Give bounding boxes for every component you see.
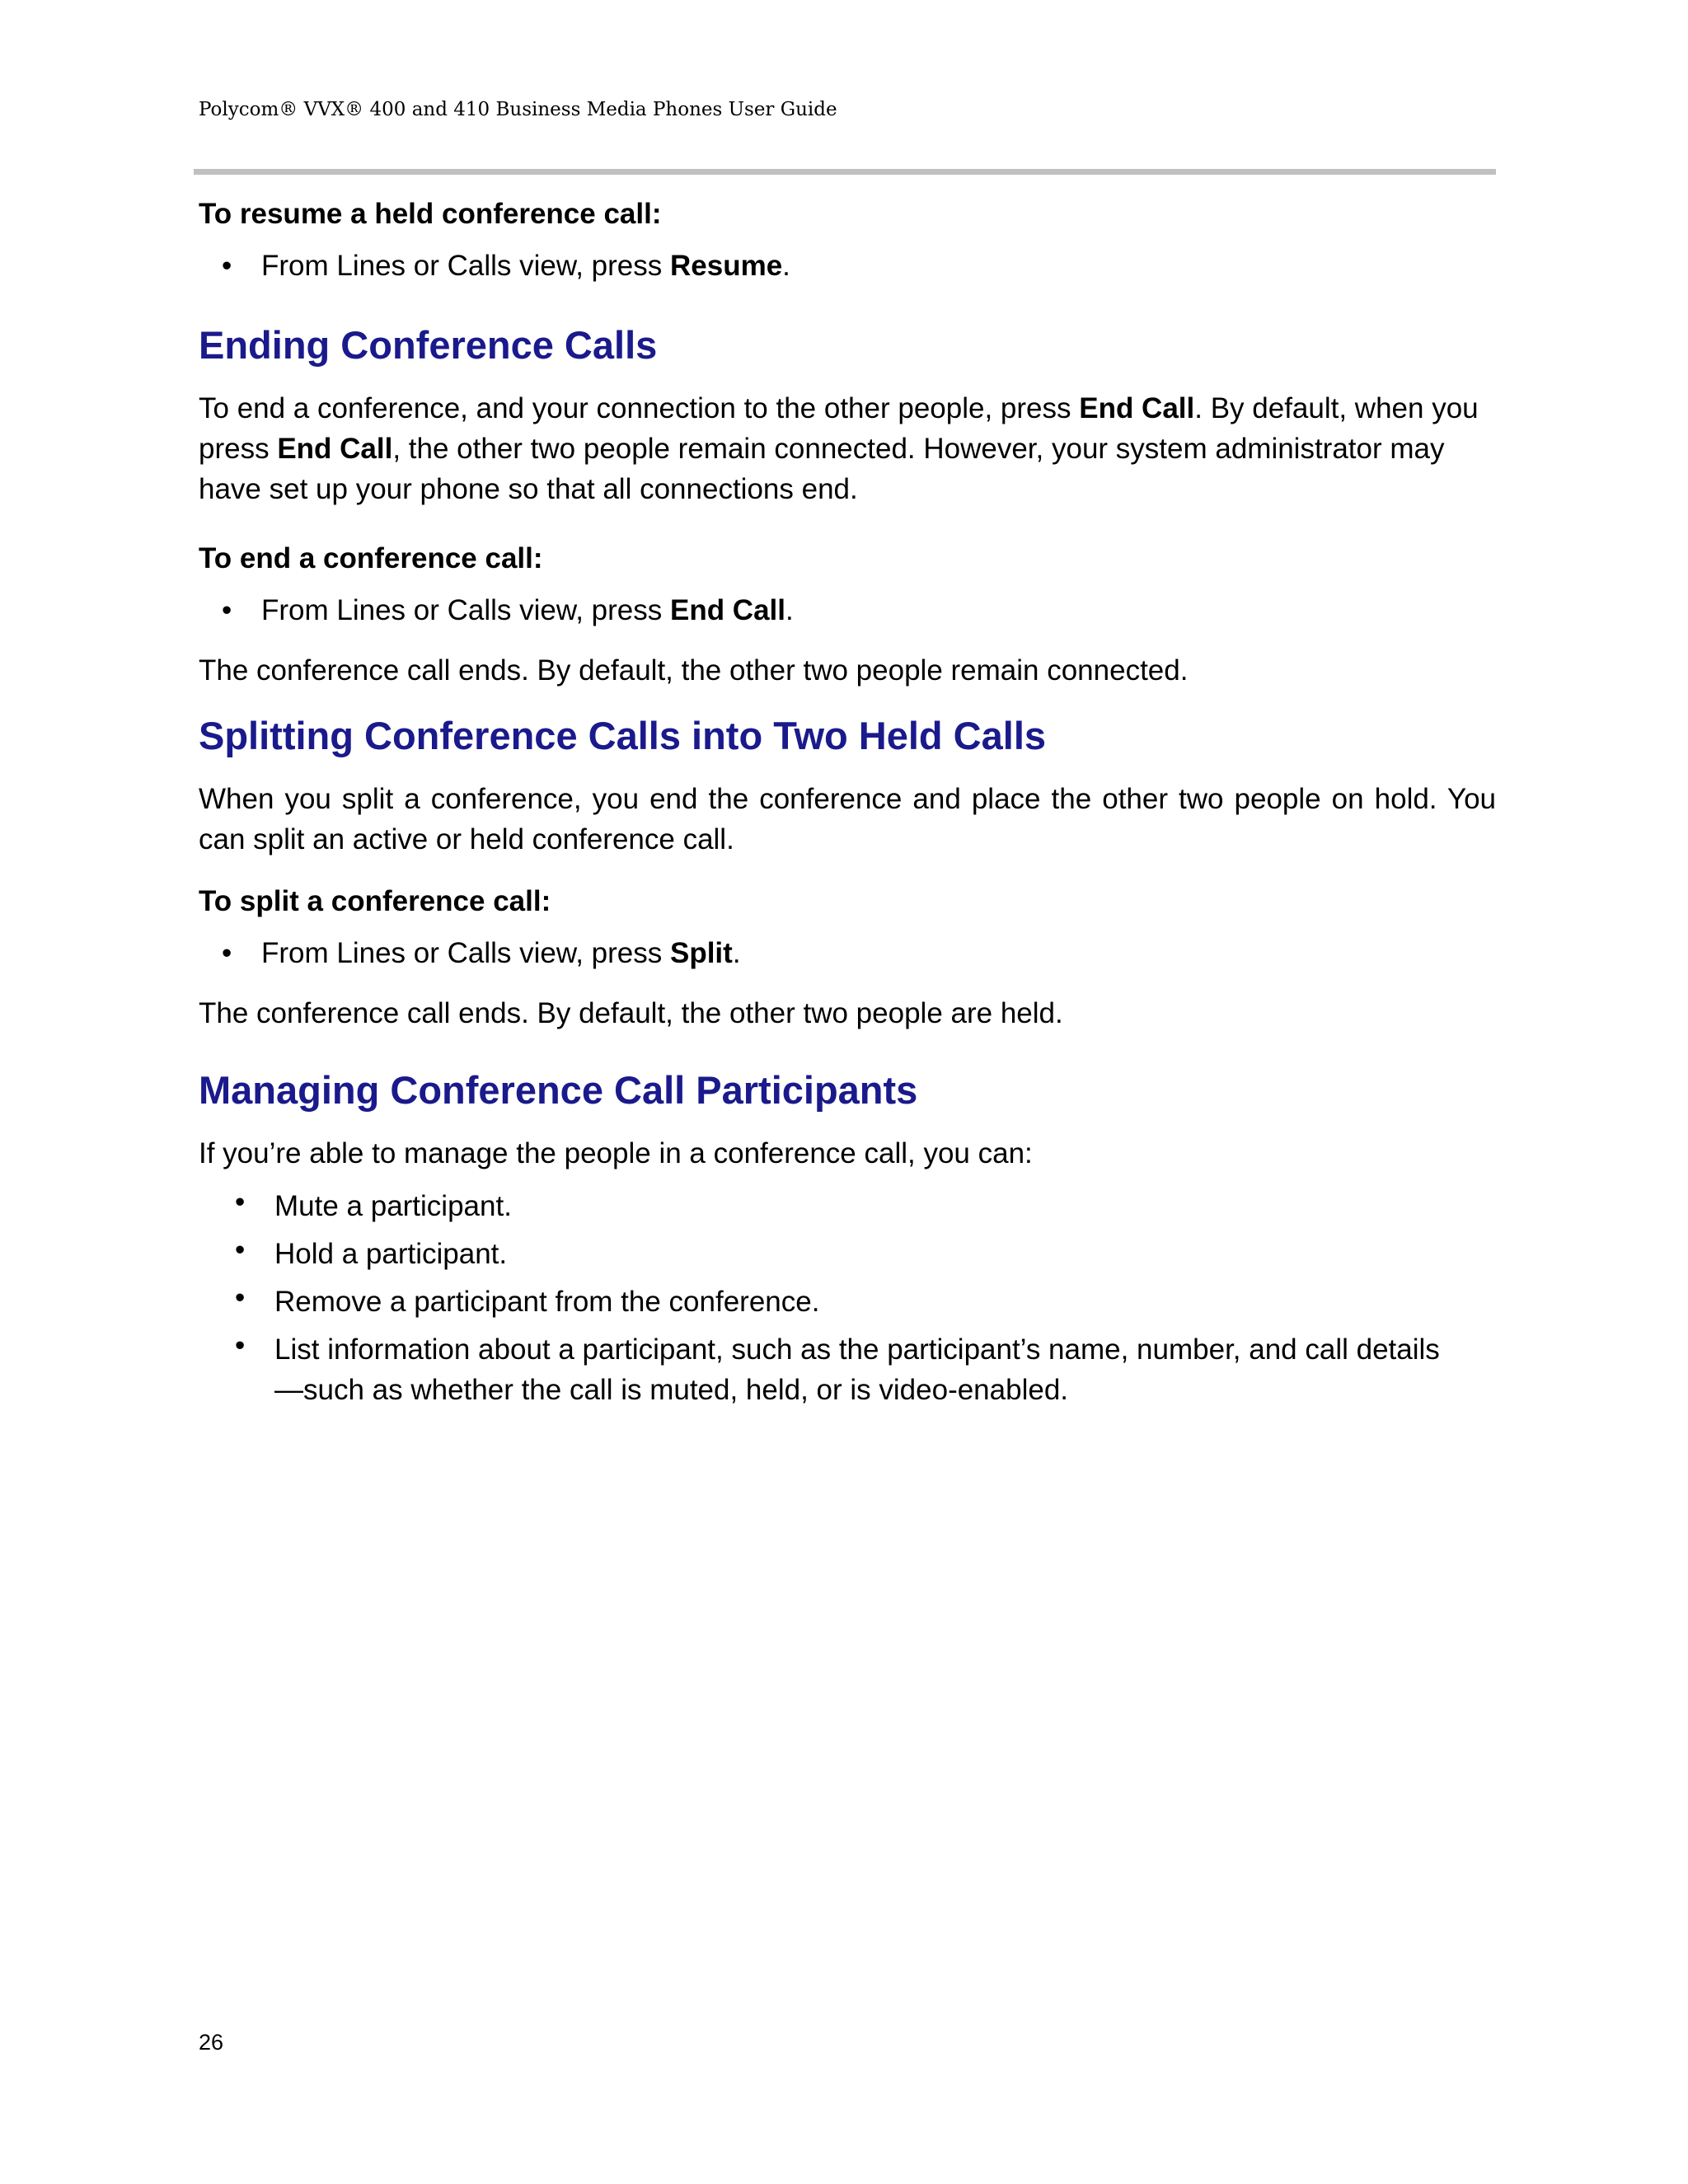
- header-rule: [194, 169, 1496, 175]
- bullet-icon: •: [235, 1329, 246, 1361]
- running-header: Polycom® VVX® 400 and 410 Business Media Phones User Guide: [199, 99, 837, 120]
- list-item-text: Remove a participant from the conference.: [274, 1286, 820, 1318]
- managing-intro: If you’re able to manage the people in a conference call, you can:: [199, 1137, 1033, 1169]
- list-item-text: Hold a participant.: [274, 1238, 508, 1270]
- resume-step-text: From Lines or Calls view, press Resume.: [261, 250, 790, 282]
- list-item-text: Mute a participant.: [274, 1190, 512, 1222]
- bullet-icon: •: [235, 1282, 246, 1314]
- page-number: 26: [199, 2030, 224, 2055]
- ending-section-title: Ending Conference Calls: [199, 323, 658, 367]
- end-result-text: The conference call ends. By default, the other two people remain connected.: [199, 654, 1189, 687]
- end-procedure-heading: To end a conference call:: [199, 542, 543, 574]
- resume-softkey: Resume: [669, 250, 783, 282]
- bullet-icon: •: [222, 250, 232, 282]
- splitting-section-title: Splitting Conference Calls into Two Held Calls: [199, 714, 1047, 757]
- split-step-text: From Lines or Calls view, press Split.: [261, 937, 741, 969]
- bullet-icon: •: [222, 594, 232, 626]
- bullet-icon: •: [222, 937, 232, 969]
- list-item-text: List information about a participant, such as the participant’s name, number, and call details—such as whether the call is muted, held, or is video-enabled.: [274, 1333, 1440, 1406]
- bullet-icon: •: [235, 1186, 246, 1218]
- split-procedure-heading: To split a conference call:: [199, 885, 551, 917]
- bullet-icon: •: [235, 1234, 246, 1266]
- splitting-paragraph: When you split a conference, you end the conference and place the other two people on hold. You can split an active or held conference call.: [199, 783, 1496, 855]
- split-result-text: The conference call ends. By default, the other two people are held.: [199, 997, 1063, 1029]
- end-call-softkey: End Call: [669, 594, 786, 626]
- ending-paragraph: To end a conference, and your connection to the other people, press End Call. By default, when you press End Call, the other two people remain connected. However, your system administrator may have set up your phone so that all connections end.: [199, 392, 1479, 505]
- managing-section-title: Managing Conference Call Participants: [199, 1068, 918, 1112]
- end-step-text: From Lines or Calls view, press End Call.: [261, 594, 794, 626]
- resume-procedure-heading: To resume a held conference call:: [199, 198, 662, 230]
- split-softkey: Split: [669, 937, 733, 969]
